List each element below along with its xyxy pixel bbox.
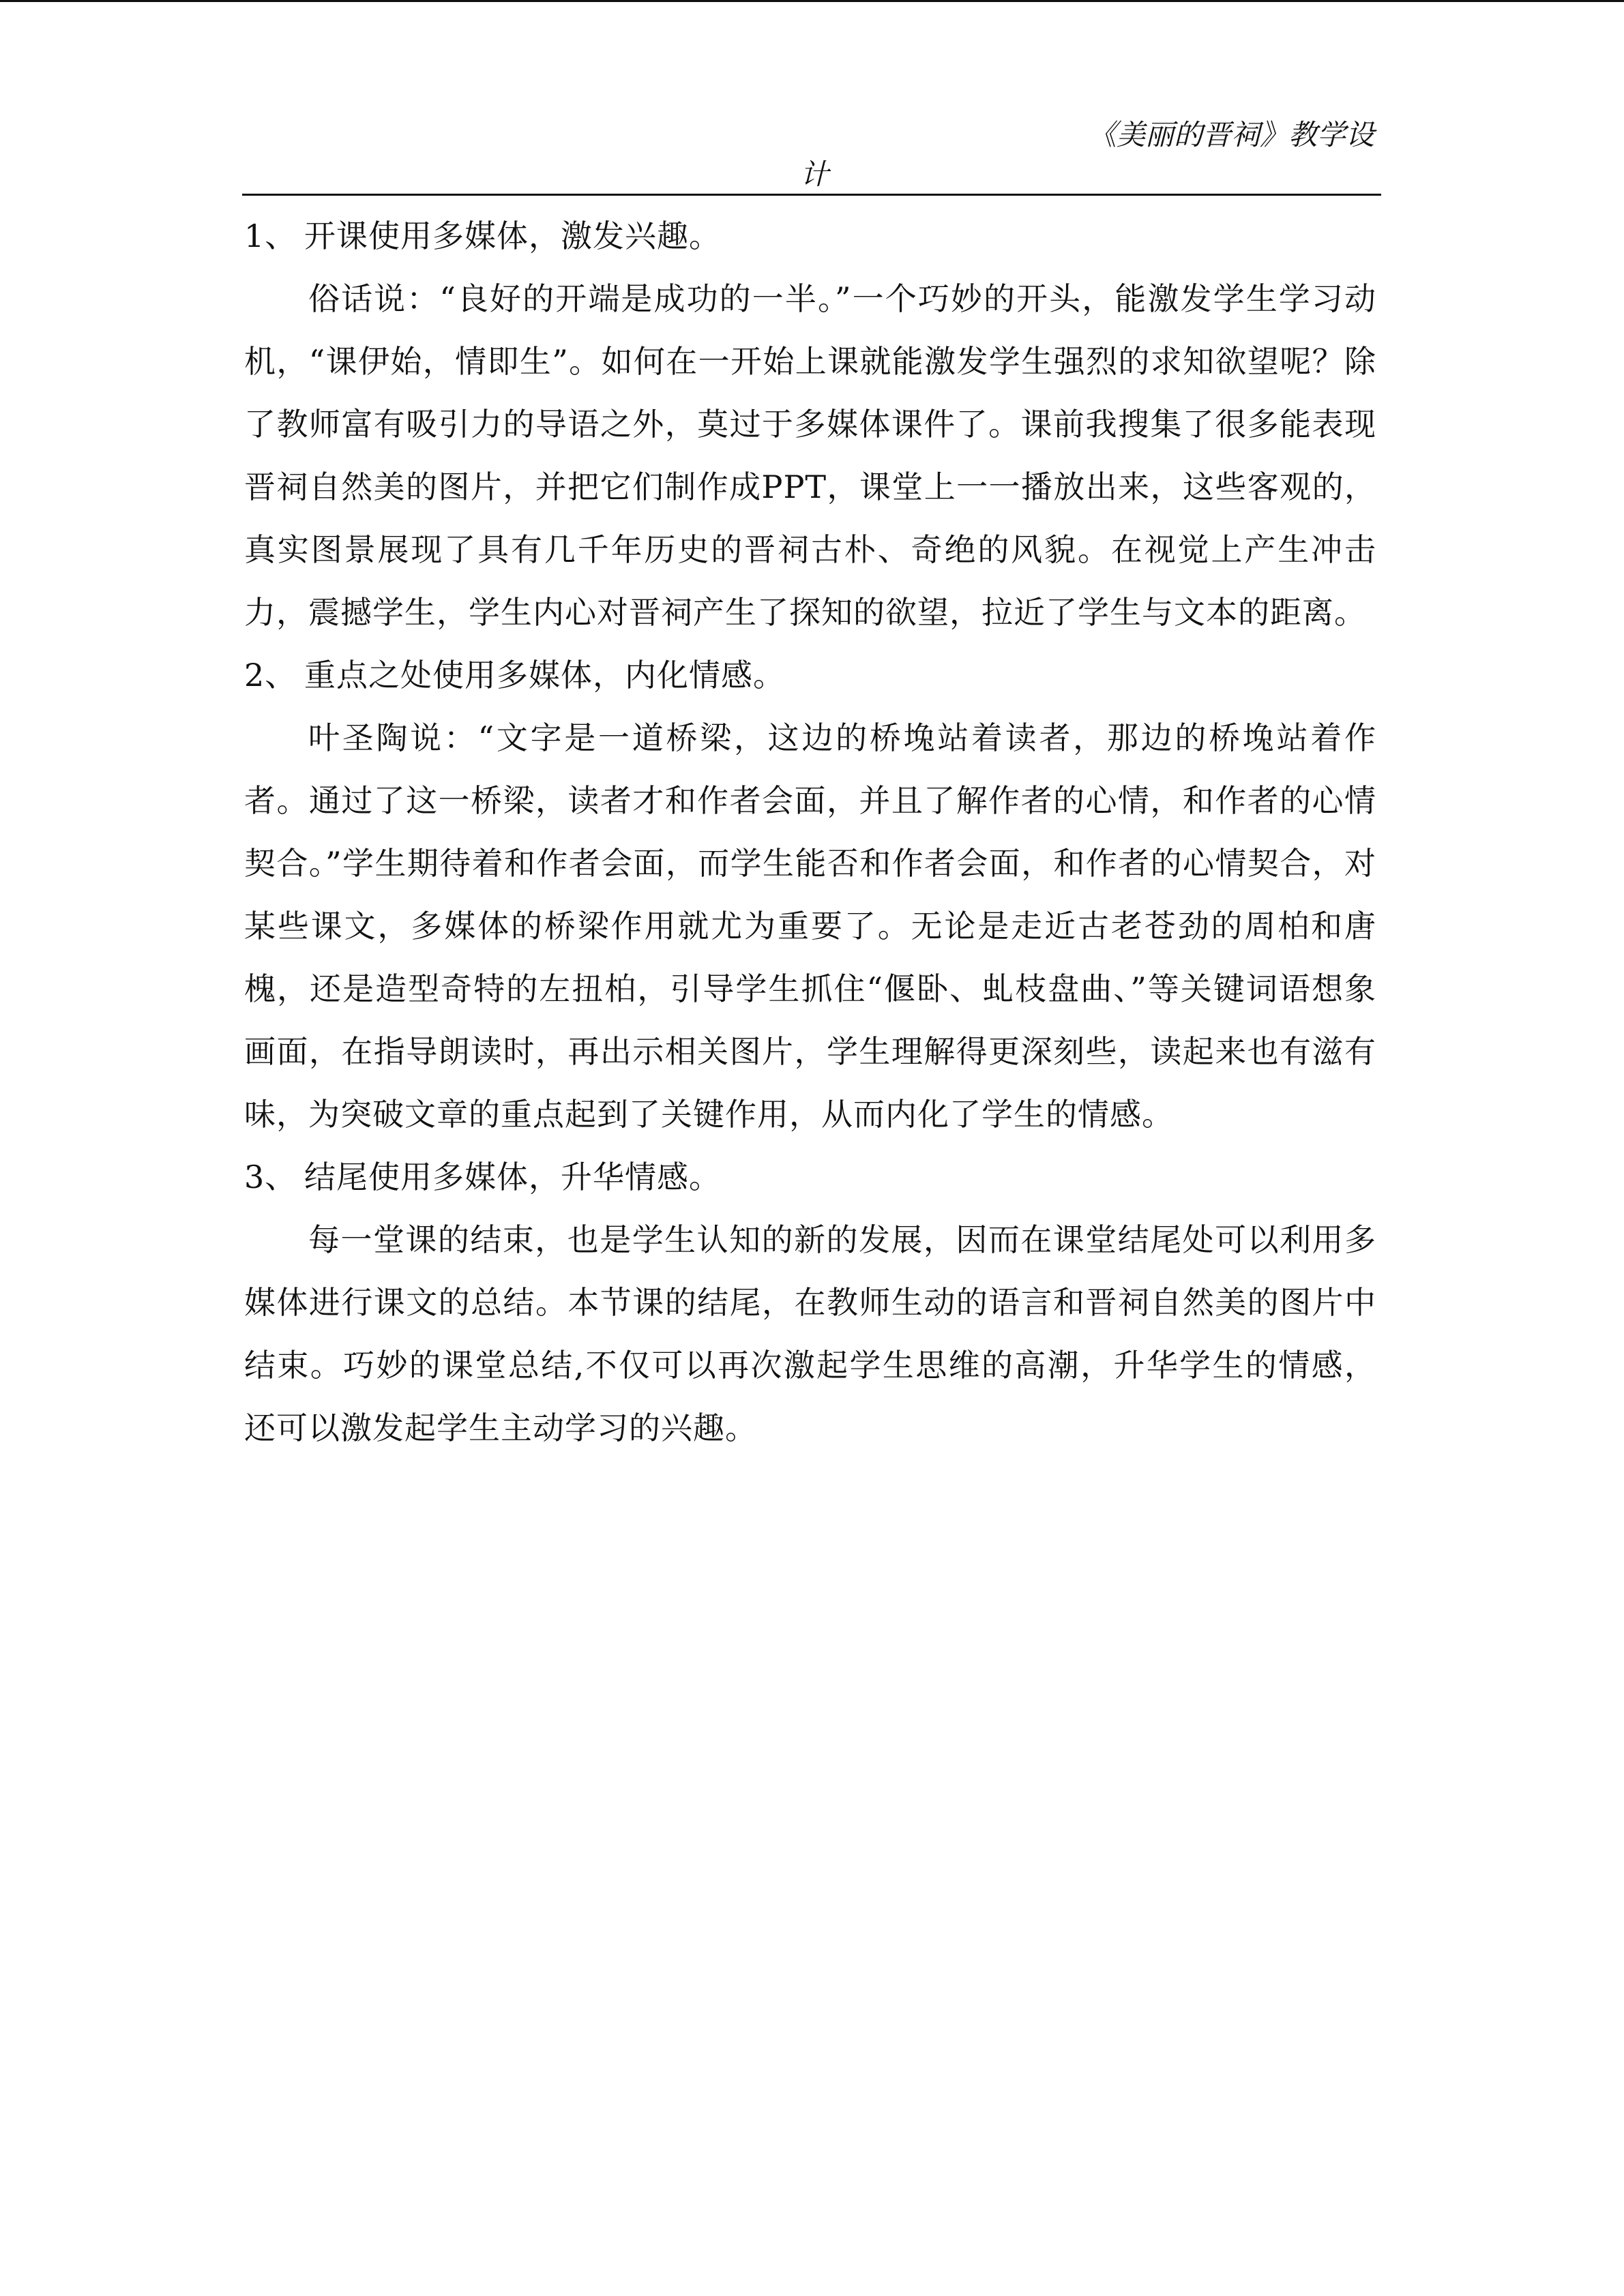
page-header xyxy=(242,109,1381,196)
section-number: 2、 xyxy=(244,657,297,694)
section-paragraph-1: 俗话说：“良好的开端是成功的一半。”一个巧妙的开头，能激发学生学习动机，“课伊始，情即生”。如何在一开始上课就能激发学生强烈的求知欲望呢？除了教师富有吸引力的导语之外，莫过于多媒体课件了。课前我搜集了很多能表现晋祠自然美的图片，并把它们制作成PPT，课堂上一一播放出来，这些客观的，真实图景展现了具有几千年历史的晋祠古朴、奇绝的风貌。在视觉上产生冲击力，震撼学生，学生内心对晋祠产生了探知的欲望，拉近了学生与文本的距离。 xyxy=(244,280,1376,631)
section-paragraph-2: 叶圣陶说：“文字是一道桥梁，这边的桥堍站着读者，那边的桥堍站着作者。通过了这一桥梁，读者才和作者会面，并且了解作者的心情，和作者的心情契合。”学生期待着和作者会面，而学生能否和作者会面，和作者的心情契合，对某些课文，多媒体的桥梁作用就尤为重要了。无论是走近古老苍劲的周柏和唐槐，还是造型奇特的左扭柏，引导学生抓住“偃卧、虬枝盘曲、”等关键词语想象画面，在指导朗读时，再出示相关图片，学生理解得更深刻些，读起来也有滋有味，为突破文章的重点起到了关键作用，从而内化了学生的情感。 xyxy=(244,719,1376,1133)
section-number: 1、 xyxy=(244,218,297,254)
section-title: 结尾使用多媒体，升华情感。 xyxy=(304,1159,721,1195)
header-title-line2: 计 xyxy=(800,158,829,191)
section-title: 重点之处使用多媒体，内化情感。 xyxy=(304,657,785,694)
section-heading-3 xyxy=(244,1146,1376,1208)
document-body xyxy=(244,205,1376,1459)
section-heading-2 xyxy=(244,644,1376,706)
section-number: 3、 xyxy=(244,1159,297,1195)
section-heading-1 xyxy=(244,205,1376,267)
page-top-border xyxy=(0,0,1624,2)
section-title: 开课使用多媒体，激发兴趣。 xyxy=(304,218,721,254)
header-title-line1: 《美丽的晋祠》教学设 xyxy=(1087,118,1374,151)
section-paragraph-3: 每一堂课的结束，也是学生认知的新的发展，因而在课堂结尾处可以利用多媒体进行课文的总结。本节课的结尾，在教师生动的语言和晋祠自然美的图片中结束。巧妙的课堂总结,不仅可以再次激起学生思维的高潮，升华学生的情感，还可以激发起学生主动学习的兴趣。 xyxy=(244,1221,1376,1446)
